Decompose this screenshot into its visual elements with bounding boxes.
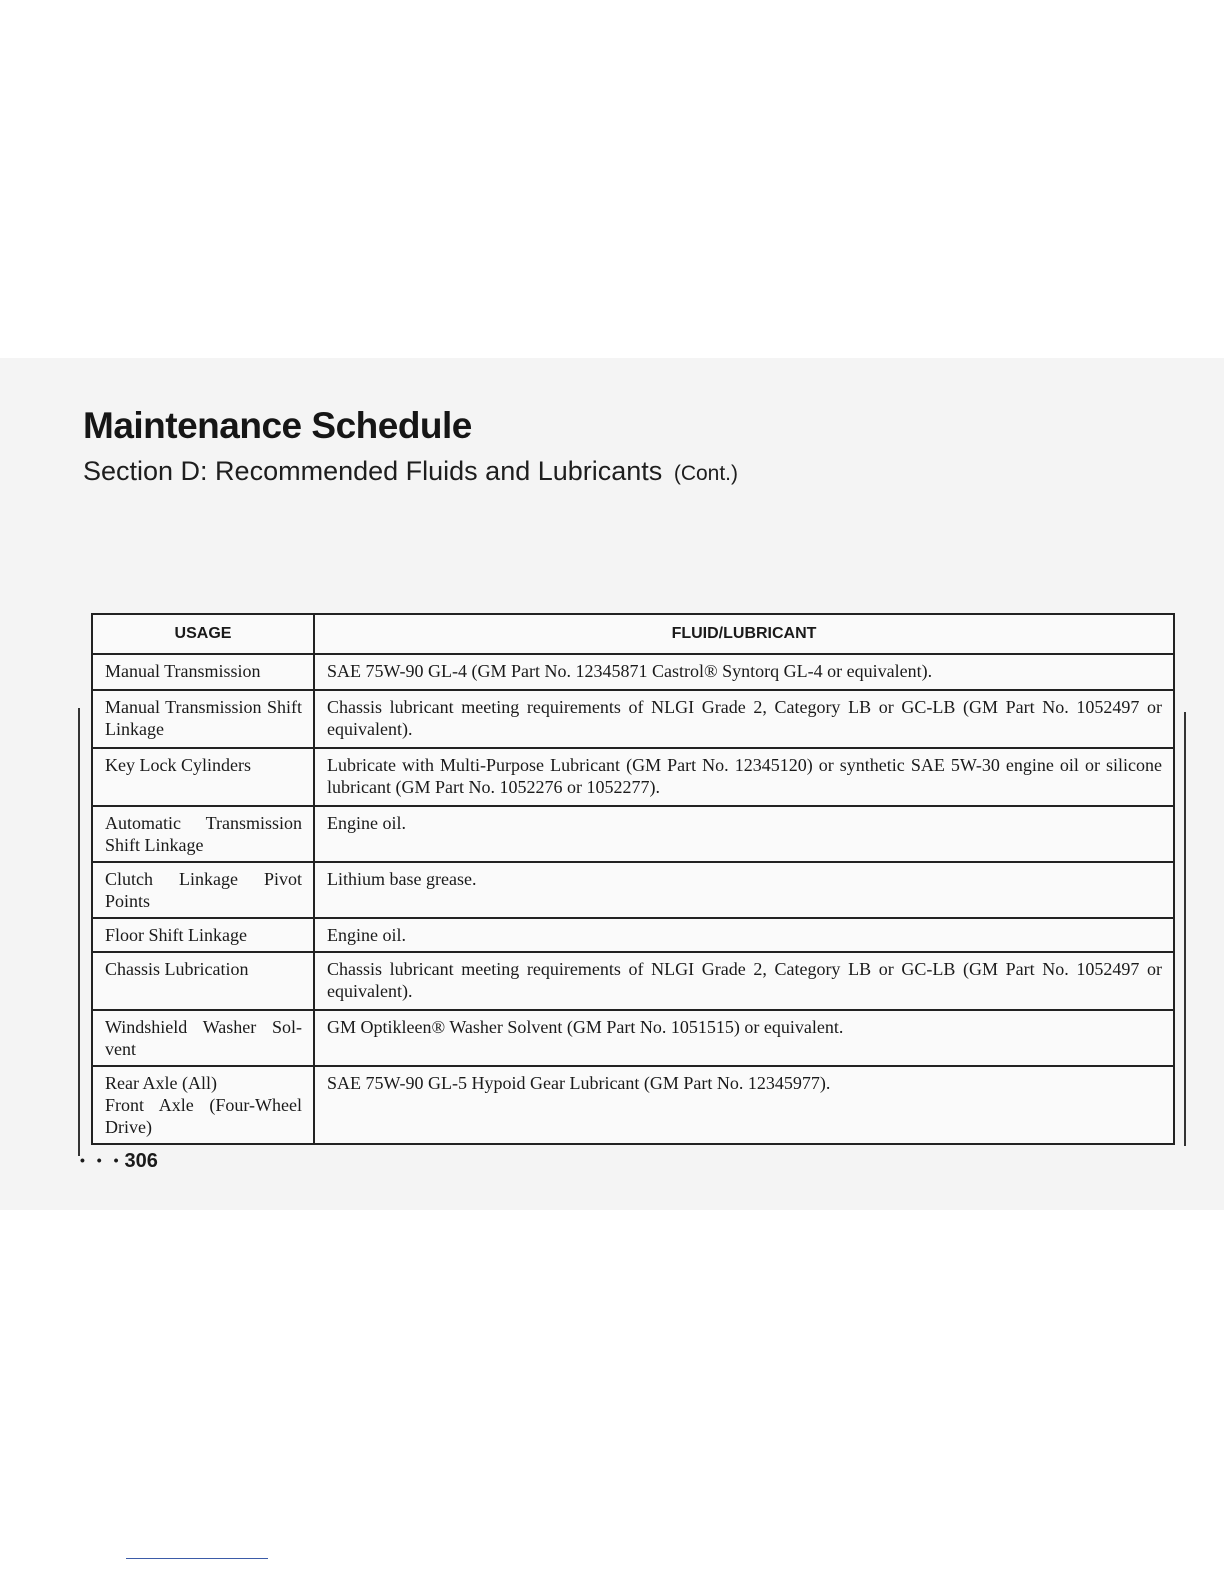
fluid-cell: SAE 75W-90 GL-4 (GM Part No. 12345871 Castrol® Syntorq GL-4 or equivalent). bbox=[314, 654, 1174, 690]
page-dots: • • • bbox=[80, 1152, 123, 1168]
usage-cell bbox=[92, 1066, 314, 1144]
subtitle-cont: (Cont.) bbox=[673, 462, 739, 485]
usage-line: Front Axle (Four-Wheel Drive) bbox=[105, 1095, 302, 1137]
usage-cell: Key Lock Cylinders bbox=[92, 748, 314, 806]
column-header-usage: USAGE bbox=[92, 614, 314, 654]
footer-rule bbox=[126, 1558, 268, 1559]
usage-cell: Manual Transmission bbox=[92, 654, 314, 690]
usage-cell: Chassis Lubrication bbox=[92, 952, 314, 1010]
change-bar-left bbox=[78, 708, 80, 1156]
table-row bbox=[92, 918, 1174, 952]
page-number bbox=[80, 1150, 158, 1173]
table-header-row bbox=[92, 614, 1174, 654]
fluid-cell: Engine oil. bbox=[314, 806, 1174, 862]
subtitle-text: Section D: Recommended Fluids and Lubricants bbox=[83, 456, 663, 486]
usage-cell: Windshield Washer Sol-vent bbox=[92, 1010, 314, 1066]
table-row bbox=[92, 862, 1174, 918]
fluid-cell: SAE 75W-90 GL-5 Hypoid Gear Lubricant (GM Part No. 12345977). bbox=[314, 1066, 1174, 1144]
table-row bbox=[92, 952, 1174, 1010]
fluid-cell: Lithium base grease. bbox=[314, 862, 1174, 918]
table-row bbox=[92, 748, 1174, 806]
usage-cell: Automatic Transmission Shift Linkage bbox=[92, 806, 314, 862]
page-number-value: 306 bbox=[124, 1150, 158, 1172]
usage-cell: Clutch Linkage Pivot Points bbox=[92, 862, 314, 918]
change-bar-right bbox=[1184, 712, 1186, 1146]
table-row bbox=[92, 1010, 1174, 1066]
fluid-cell: Engine oil. bbox=[314, 918, 1174, 952]
table-row bbox=[92, 690, 1174, 748]
page-title: Maintenance Schedule bbox=[83, 405, 472, 446]
usage-cell: Manual Transmission Shift Linkage bbox=[92, 690, 314, 748]
table-row bbox=[92, 1066, 1174, 1144]
usage-line: Rear Axle (All) bbox=[105, 1073, 217, 1093]
fluid-cell: Lubricate with Multi-Purpose Lubricant (GM Part No. 12345120) or synthetic SAE 5W-30 engine oil or silicone lubricant (GM Part No. 1052276 or 1052277). bbox=[314, 748, 1174, 806]
fluid-cell: GM Optikleen® Washer Solvent (GM Part No. 1051515) or equivalent. bbox=[314, 1010, 1174, 1066]
fluids-table bbox=[91, 613, 1175, 1145]
fluid-cell: Chassis lubricant meeting requirements of NLGI Grade 2, Category LB or GC-LB (GM Part No. 1052497 or equivalent). bbox=[314, 952, 1174, 1010]
section-subtitle bbox=[83, 456, 738, 487]
usage-cell: Floor Shift Linkage bbox=[92, 918, 314, 952]
table-row bbox=[92, 654, 1174, 690]
column-header-fluid: FLUID/LUBRICANT bbox=[314, 614, 1174, 654]
fluid-cell: Chassis lubricant meeting requirements of NLGI Grade 2, Category LB or GC-LB (GM Part No. 1052497 or equivalent). bbox=[314, 690, 1174, 748]
table-row bbox=[92, 806, 1174, 862]
